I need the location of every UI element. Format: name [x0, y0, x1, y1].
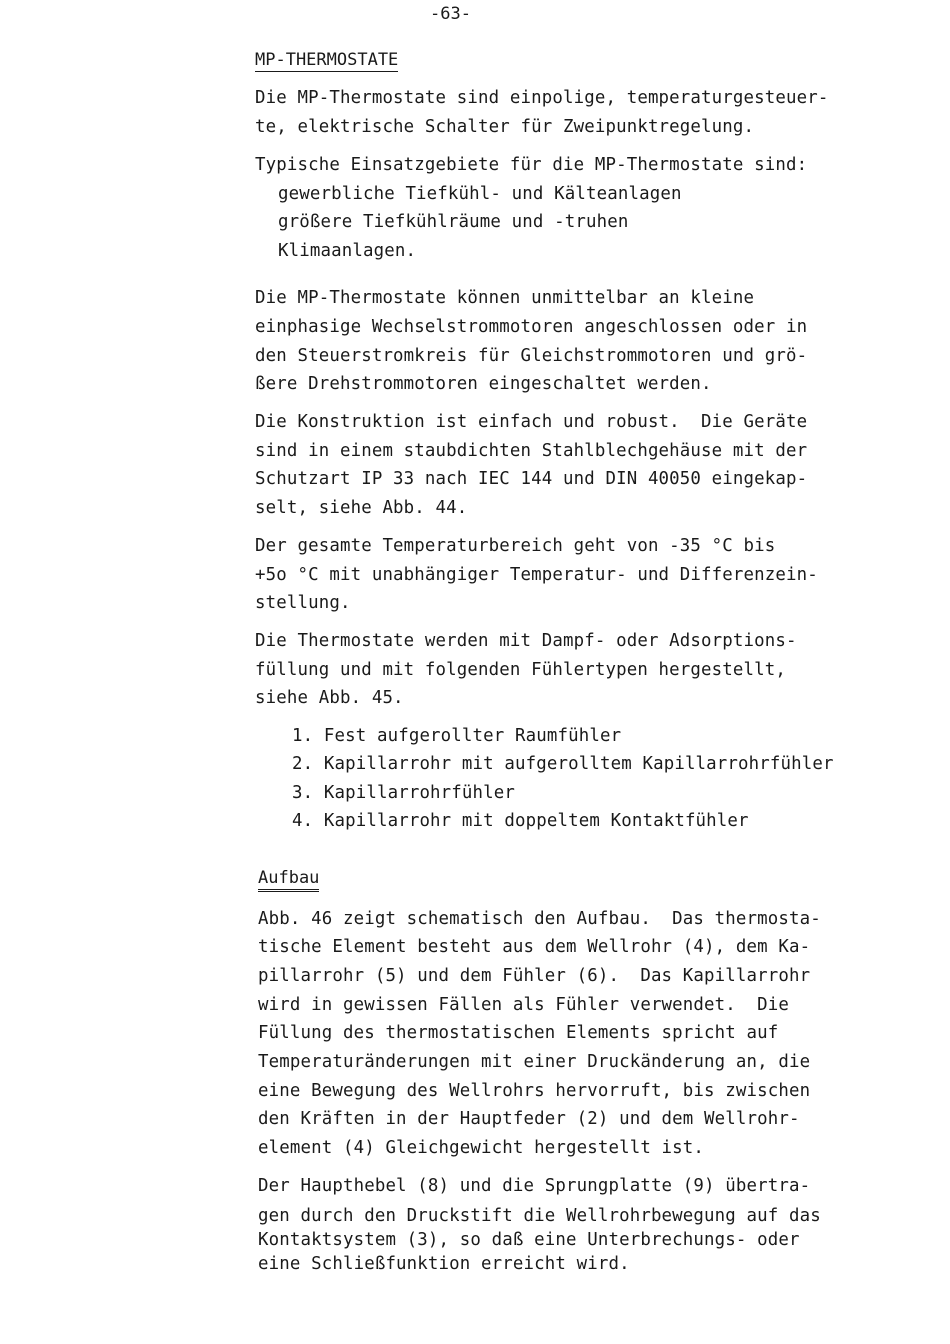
paragraph-line: Der gesamte Temperaturbereich geht von -35 °C bis [255, 536, 776, 556]
paragraph-line: selt, siehe Abb. 44. [255, 498, 468, 518]
paragraph-line: Der Haupthebel (8) und die Sprungplatte (9) übertra- [258, 1176, 811, 1196]
paragraph-line: einphasige Wechselstrommotoren angeschlossen oder in [255, 317, 808, 337]
paragraph-line: gen durch den Druckstift die Wellrohrbewegung auf das [258, 1206, 821, 1226]
paragraph-line: tische Element besteht aus dem Wellrohr (4), dem Ka- [258, 937, 811, 957]
paragraph-line: Temperaturänderungen mit einer Druckänderung an, die [258, 1052, 811, 1072]
page-number: -63- [430, 4, 471, 24]
paragraph-line: füllung und mit folgenden Fühlertypen hergestellt, [255, 660, 787, 680]
paragraph-line: Typische Einsatzgebiete für die MP-Thermostate sind: [255, 155, 808, 175]
paragraph-line: Kontaktsystem (3), so daß eine Unterbrechungs- oder [258, 1230, 800, 1250]
paragraph-line: sind in einem staubdichten Stahlblechgehäuse mit der [255, 441, 808, 461]
paragraph-line: te, elektrische Schalter für Zweipunktregelung. [255, 117, 755, 137]
paragraph-line: eine Bewegung des Wellrohrs hervorruft, bis zwischen [258, 1081, 811, 1101]
paragraph-line: den Steuerstromkreis für Gleichstrommotoren und grö- [255, 346, 808, 366]
paragraph-line: Die MP-Thermostate sind einpolige, temperaturgesteuer- [255, 88, 829, 108]
paragraph-line: eine Schließfunktion erreicht wird. [258, 1254, 630, 1274]
paragraph-line: wird in gewissen Fällen als Fühler verwendet. Die [258, 995, 790, 1015]
application-item: gewerbliche Tiefkühl- und Kälteanlagen [278, 184, 682, 204]
sensor-type-item: 3. Kapillarrohrfühler [292, 783, 516, 803]
paragraph-line: Die Thermostate werden mit Dampf- oder Adsorptions- [255, 631, 797, 651]
paragraph-line: Abb. 46 zeigt schematisch den Aufbau. Das thermosta- [258, 909, 821, 929]
paragraph-line: stellung. [255, 593, 351, 613]
paragraph-line: +5o °C mit unabhängiger Temperatur- und Differenzein- [255, 565, 818, 585]
paragraph-line: Füllung des thermostatischen Elements spricht auf [258, 1023, 779, 1043]
application-item: Klimaanlagen. [278, 241, 417, 261]
paragraph-line: element (4) Gleichgewicht hergestellt ist. [258, 1138, 705, 1158]
section-heading-aufbau: Aufbau [258, 868, 319, 892]
section-heading-mp-thermostate: MP-THERMOSTATE [255, 50, 399, 70]
paragraph-line: Schutzart IP 33 nach IEC 144 und DIN 40050 eingekap- [255, 469, 808, 489]
paragraph-line: Die MP-Thermostate können unmittelbar an kleine [255, 288, 755, 308]
sensor-type-item: 4. Kapillarrohr mit doppeltem Kontaktfühler [292, 811, 749, 831]
paragraph-line: siehe Abb. 45. [255, 688, 404, 708]
sensor-type-item: 2. Kapillarrohr mit aufgerolltem Kapillarrohrfühler [292, 754, 834, 774]
sensor-type-item: 1. Fest aufgerollter Raumfühler [292, 726, 622, 746]
paragraph-line: den Kräften in der Hauptfeder (2) und dem Wellrohr- [258, 1109, 800, 1129]
paragraph-line: pillarrohr (5) und dem Fühler (6). Das Kapillarrohr [258, 966, 811, 986]
application-item: größere Tiefkühlräume und -truhen [278, 212, 629, 232]
paragraph-line: Die Konstruktion ist einfach und robust. Die Geräte [255, 412, 808, 432]
paragraph-line: ßere Drehstrommotoren eingeschaltet werden. [255, 374, 712, 394]
